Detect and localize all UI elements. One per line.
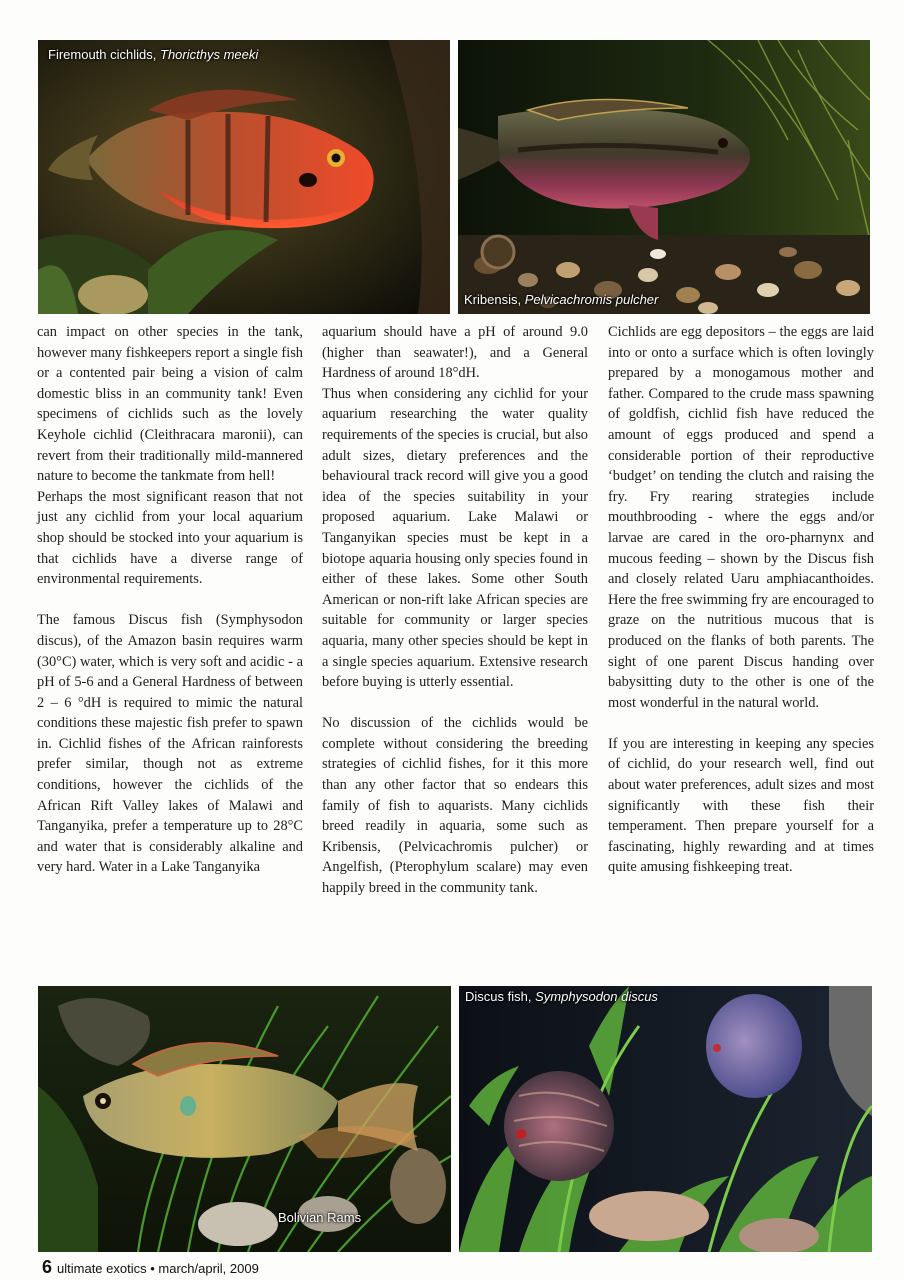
page-footer [42,1257,259,1278]
caption-discus [465,989,658,1004]
kribensis-image [458,40,870,314]
col1-paragraph-3: The famous Discus fish (Symphysodon discus), of the Amazon basin requires warm (30°C) water, which is very soft and acidic - a pH of 5-6 and a General Hardness of between 2 – 6 °dH is required to mimic the natural conditions these majestic fish prefer to spawn in. Cichlid fishes of the African rainforests prefer similar, though not as extreme conditions, however the cichlids of the African Rift Valley lakes of Malawi and Tanganyika, prefer a temperature up to 28°C and water that is considerably alkaline and very hard. Water in a Lake Tanganyika [37,612,303,876]
firemouth-image [38,40,450,314]
col2-paragraph-3: No discussion of the cichlids would be complete without considering the breeding strategies of cichlid fishes, for it this more than any other factor that so endears this family of fish to aquarists. Many cichlids breed readily in aquaria, some such as Kribensis, (Pelvicachromis pulcher) or Angelfish, (Pterophylum scalare) may even happily breed in the community tank. [322,715,588,897]
photo-firemouth-cichlids [38,40,450,314]
caption-discus-latin: Symphysodon discus [535,989,658,1004]
caption-firemouth-common: Firemouth cichlids, [48,47,157,62]
col2-paragraph-2: Thus when considering any cichlid for your aquarium researching the water quality requirements of the species is crucial, but also adult sizes, dietary preferences and the behavioural track record will give you a good idea of the species suitability in your proposed aquarium. Lake Malawi or Tanganyikan species must be kept in a biotope aquaria housing only species found in either of these lakes. Some other South American or non-rift lake African species are suitable for community or larger species aquaria, many other species should be kept in a single species aquarium. Extensive research before buying is utterly essential. [322,385,588,691]
bolivian-rams-image [38,986,451,1252]
page-number: 6 [42,1257,53,1277]
caption-bolivian-common: Bolivian Rams [278,1210,362,1225]
caption-firemouth-latin: Thoricthys meeki [160,47,259,62]
col3-paragraph-2: If you are interesting in keeping any species of cichlid, do your research well, find out about water preferences, adult sizes and most significantly with these fish their temperament. Then prepare yourself for a fascinating, highly rewarding and at times quite amusing fishkeeping treat. [608,735,874,876]
caption-kribensis-latin: Pelvicachromis pulcher [524,292,659,307]
col1-paragraph-2: Perhaps the most significant reason that not just any cichlid from your local aquarium shop should be stocked into your aquarium is that cichlids have a diverse range of environmental requirements. [37,488,303,588]
caption-kribensis-common: Kribensis, [464,292,522,307]
photo-discus-fish [459,986,872,1252]
text-column-3 [608,322,874,878]
caption-kribensis [464,292,658,307]
text-column-2 [322,322,588,899]
col2-paragraph-1: aquarium should have a pH of around 9.0 (higher than seawater!), and a General Hardness of around 18°dH. [322,324,588,382]
caption-firemouth [48,47,258,62]
col1-paragraph-1: can impact on other species in the tank, however many fishkeepers report a single fish or a contented pair being a vision of calm domestic bliss in an community tank! Even specimens of cichlids such as the lovely Keyhole cichlid (Cleithracara maronii), can revert from their traditionally mild-mannered nature to become the tankmate from hell! [37,324,303,485]
photo-kribensis [458,40,870,314]
publication-info: ultimate exotics • march/april, 2009 [57,1261,259,1276]
discus-image [459,986,872,1252]
text-column-1 [37,322,303,878]
col3-paragraph-1: Cichlids are egg depositors – the eggs are laid into or onto a surface which is often lovingly prepared by a monogamous mother and father. Compared to the crude mass spawning of goldfish, cichlid fish have reduced the amount of eggs produced and spend a considerable portion of their reproductive ‘budget’ on tending the clutch and raising the fry. Fry rearing strategies include mouthbrooding - where the eggs and/or larvae are cared in the oro-pharnynx and mucous feeding – shown by the Discus fish and closely related Uaru amphiacanthoides. Here the free swimming fry are encouraged to graze on the nutritious mucous that is produced on the flanks of both parents. The sight of one parent Discus handing over babysitting duty to the other is one of the most wonderful in the natural world. [608,324,874,711]
caption-bolivian [278,1210,361,1225]
caption-discus-common: Discus fish, [465,989,532,1004]
photo-bolivian-rams [38,986,451,1252]
